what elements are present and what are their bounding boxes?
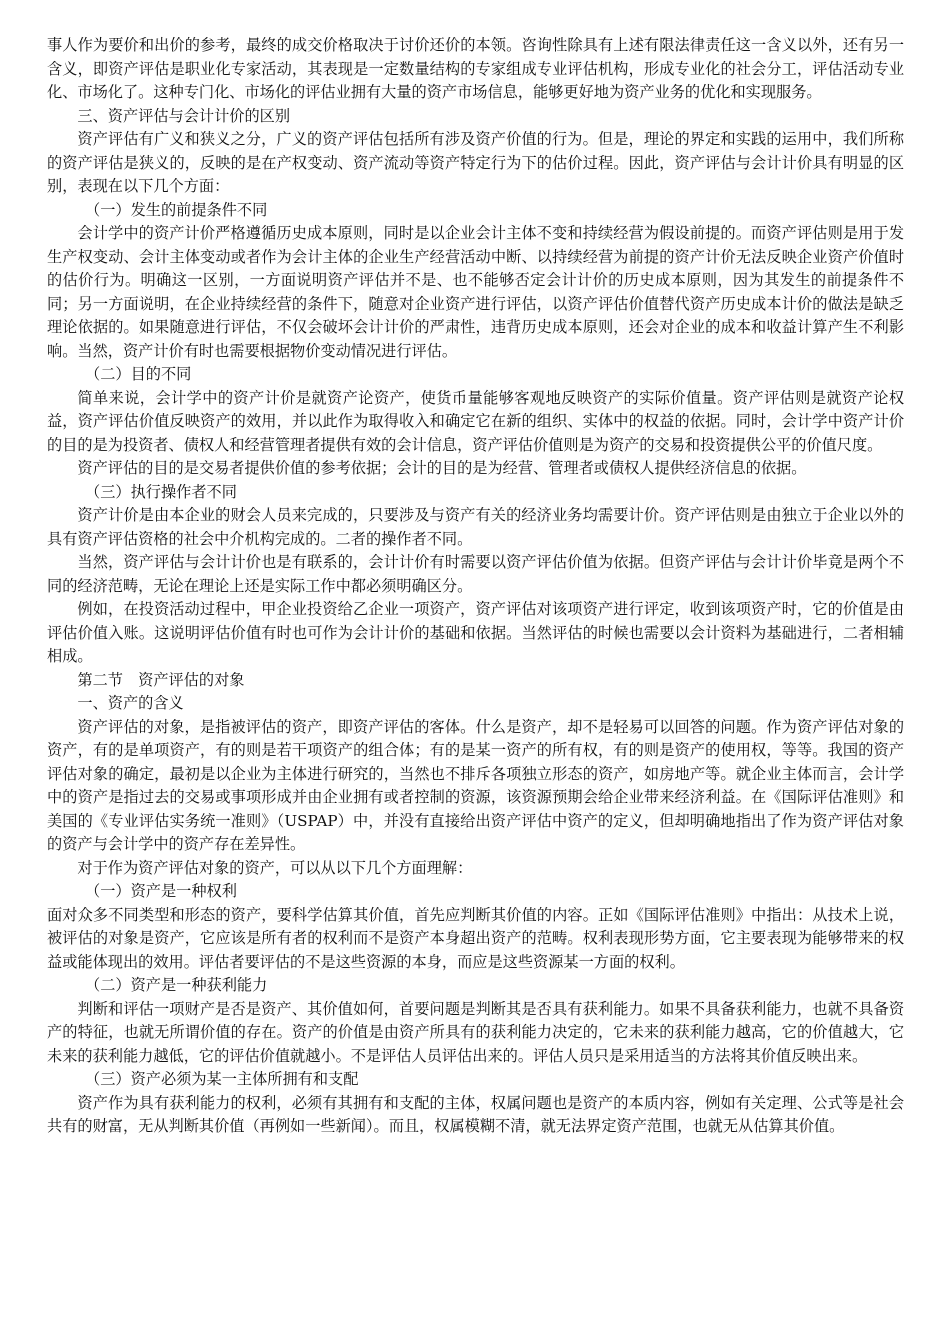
paragraph: 资产计价是由本企业的财会人员来完成的，只要涉及与资产有关的经济业务均需要计价。资产评估则是由独立于企业以外的具有资产评估资格的社会中介机构完成的。二者的操作者不同。 (47, 506, 904, 548)
subsection-heading: （三）执行操作者不同 (85, 482, 237, 501)
paragraph: 例如，在投资活动过程中，甲企业投资给乙企业一项资产，资产评估对该项资产进行评定，收到该项资产时，它的价值是由评估价值入账。这说明评估价值有时也可作为会计计价的基础和依据。当然评估的时候也需要以会计资料为基础进行，二者相辅相成。 (47, 600, 904, 665)
paragraph: 简单来说，会计学中的资产计价是就资产论资产，使货币量能够客观地反映资产的实际价值量。资产评估则是就资产论权益，资产评估价值反映资产的效用，并以此作为取得收入和确定它在新的组织、实体中的权益的依据。同时，会计学中资产计价的目的是为投资者、债权人和经营管理者提供有效的会计信息，资产评估价值则是为资产的交易和投资提供公平的价值尺度。 (47, 388, 904, 454)
section-heading: 三、资产评估与会计计价的区别 (77, 106, 291, 125)
section-heading: 一、资产的含义 (77, 694, 184, 712)
paragraph: 资产评估有广义和狭义之分，广义的资产评估包括所有涉及资产价值的行为。但是，理论的界定和实践的运用中，我们所称的资产评估是狭义的，反映的是在产权变动、资产流动等资产特定行为下的估价过程。因此，资产评估与会计计价具有明显的区别，表现在以下几个方面： (47, 130, 904, 195)
chapter-section-heading: 第二节 资产评估的对象 (77, 670, 245, 689)
paragraph: 资产评估的目的是交易者提供价值的参考依据；会计的目的是为经营、管理者或债权人提供经济信息的依据。 (77, 459, 807, 477)
paragraph: 会计学中的资产计价严格遵循历史成本原则，同时是以企业会计主体不变和持续经营为假设前提的。而资产评估则是用于发生产权变动、会计主体变动或者作为会计主体的企业生产经营活动中断、以持续经营为前提的资产计价无法反映企业资产价值时的估价行为。明确这一区别，一方面说明资产评估并不是、也不能够否定会计计价的历史成本原则，因为其发生的前提条件不同；另一方面说明，在企业持续经营的条件下，随意对企业资产进行评估，以资产评估价值替代资产历史成本计价的做法是缺乏理论依据的。如果随意进行评估，不仅会破坏会计计价的严肃性，违背历史成本原则，还会对企业的成本和收益计算产生不利影响。当然，资产计价有时也需要根据物价变动情况进行评估。 (47, 224, 904, 360)
paragraph: 面对众多不同类型和形态的资产，要科学估算其价值，首先应判断其价值的内容。正如《国际评估准则》中指出：从技术上说，被评估的对象是资产，它应该是所有者的权利而不是资产本身超出资产的范畴。权利表现形势方面，它主要表现为能够带来的权益或能体现出的效用。评估者要评估的不是这些资源的本身，而应是这些资源某一方面的权利。 (47, 905, 904, 971)
subsection-heading: （三）资产必须为某一主体所拥有和支配 (85, 1070, 359, 1088)
paragraph: 事人作为要价和出价的参考，最终的成交价格取决于讨价还价的本领。咨询性除具有上述有限法律责任这一含义以外，还有另一含义，即资产评估是职业化专家活动，其表现是一定数量结构的专家组成专业评估机构，形成专业化的社会分工，评估活动专业化、市场化了。这种专门化、市场化的评估业拥有大量的资产市场信息，能够更好地为资产业务的优化和实现服务。 (47, 36, 904, 101)
subsection-heading: （一）资产是一种权利 (85, 882, 237, 900)
paragraph: 对于作为资产评估对象的资产，可以从以下几个方面理解： (77, 858, 473, 877)
paragraph: 判断和评估一项财产是否是资产、其价值如何，首要问题是判断其是否具有获利能力。如果不具备获利能力，也就不具备资产的特征，也就无所谓价值的存在。资产的价值是由资产所具有的获利能力决定的，它未来的获利能力越高，它的价值越大，它未来的获利能力越低，它的评估价值就越小。不是评估人员评估出来的。评估人员只是采用适当的方法将其价值反映出来。 (47, 999, 904, 1065)
subsection-heading: （二）目的不同 (85, 365, 192, 383)
subsection-heading: （二）资产是一种获利能力 (85, 976, 268, 994)
paragraph: 资产评估的对象，是指被评估的资产，即资产评估的客体。什么是资产，却不是轻易可以回答的问题。作为资产评估对象的资产，有的是单项资产，有的则是若干项资产的组合体；有的是某一资产的所有权，有的则是资产的使用权，等等。我国的资产评估对象的确定，最初是以企业为主体进行研究的，当然也不排斥各项独立形态的资产，如房地产等。就企业主体而言，会计学中的资产是指过去的交易或事项形成并由企业拥有或者控制的资源，该资源预期会给企业带来经济利益。在《国际评估准则》和美国的《专业评估实务统一准则》（USPAP）中，并没有直接给出资产评估中资产的定义，但却明确地指出了作为资产评估对象的资产与会计学中的资产存在差异性。 (47, 717, 904, 853)
paragraph: 当然，资产评估与会计计价也是有联系的，会计计价有时需要以资产评估价值为依据。但资产评估与会计计价毕竟是两个不同的经济范畴，无论在理论上还是实际工作中都必须明确区分。 (47, 553, 904, 595)
subsection-heading: （一）发生的前提条件不同 (85, 200, 268, 219)
paragraph: 资产作为具有获利能力的权利，必须有其拥有和支配的主体，权属问题也是资产的本质内容，例如有关定理、公式等是社会共有的财富，无从判断其价值（再例如一些新闻）。而且，权属模糊不清，就无法界定资产范围，也就无从估算其价值。 (47, 1093, 904, 1135)
